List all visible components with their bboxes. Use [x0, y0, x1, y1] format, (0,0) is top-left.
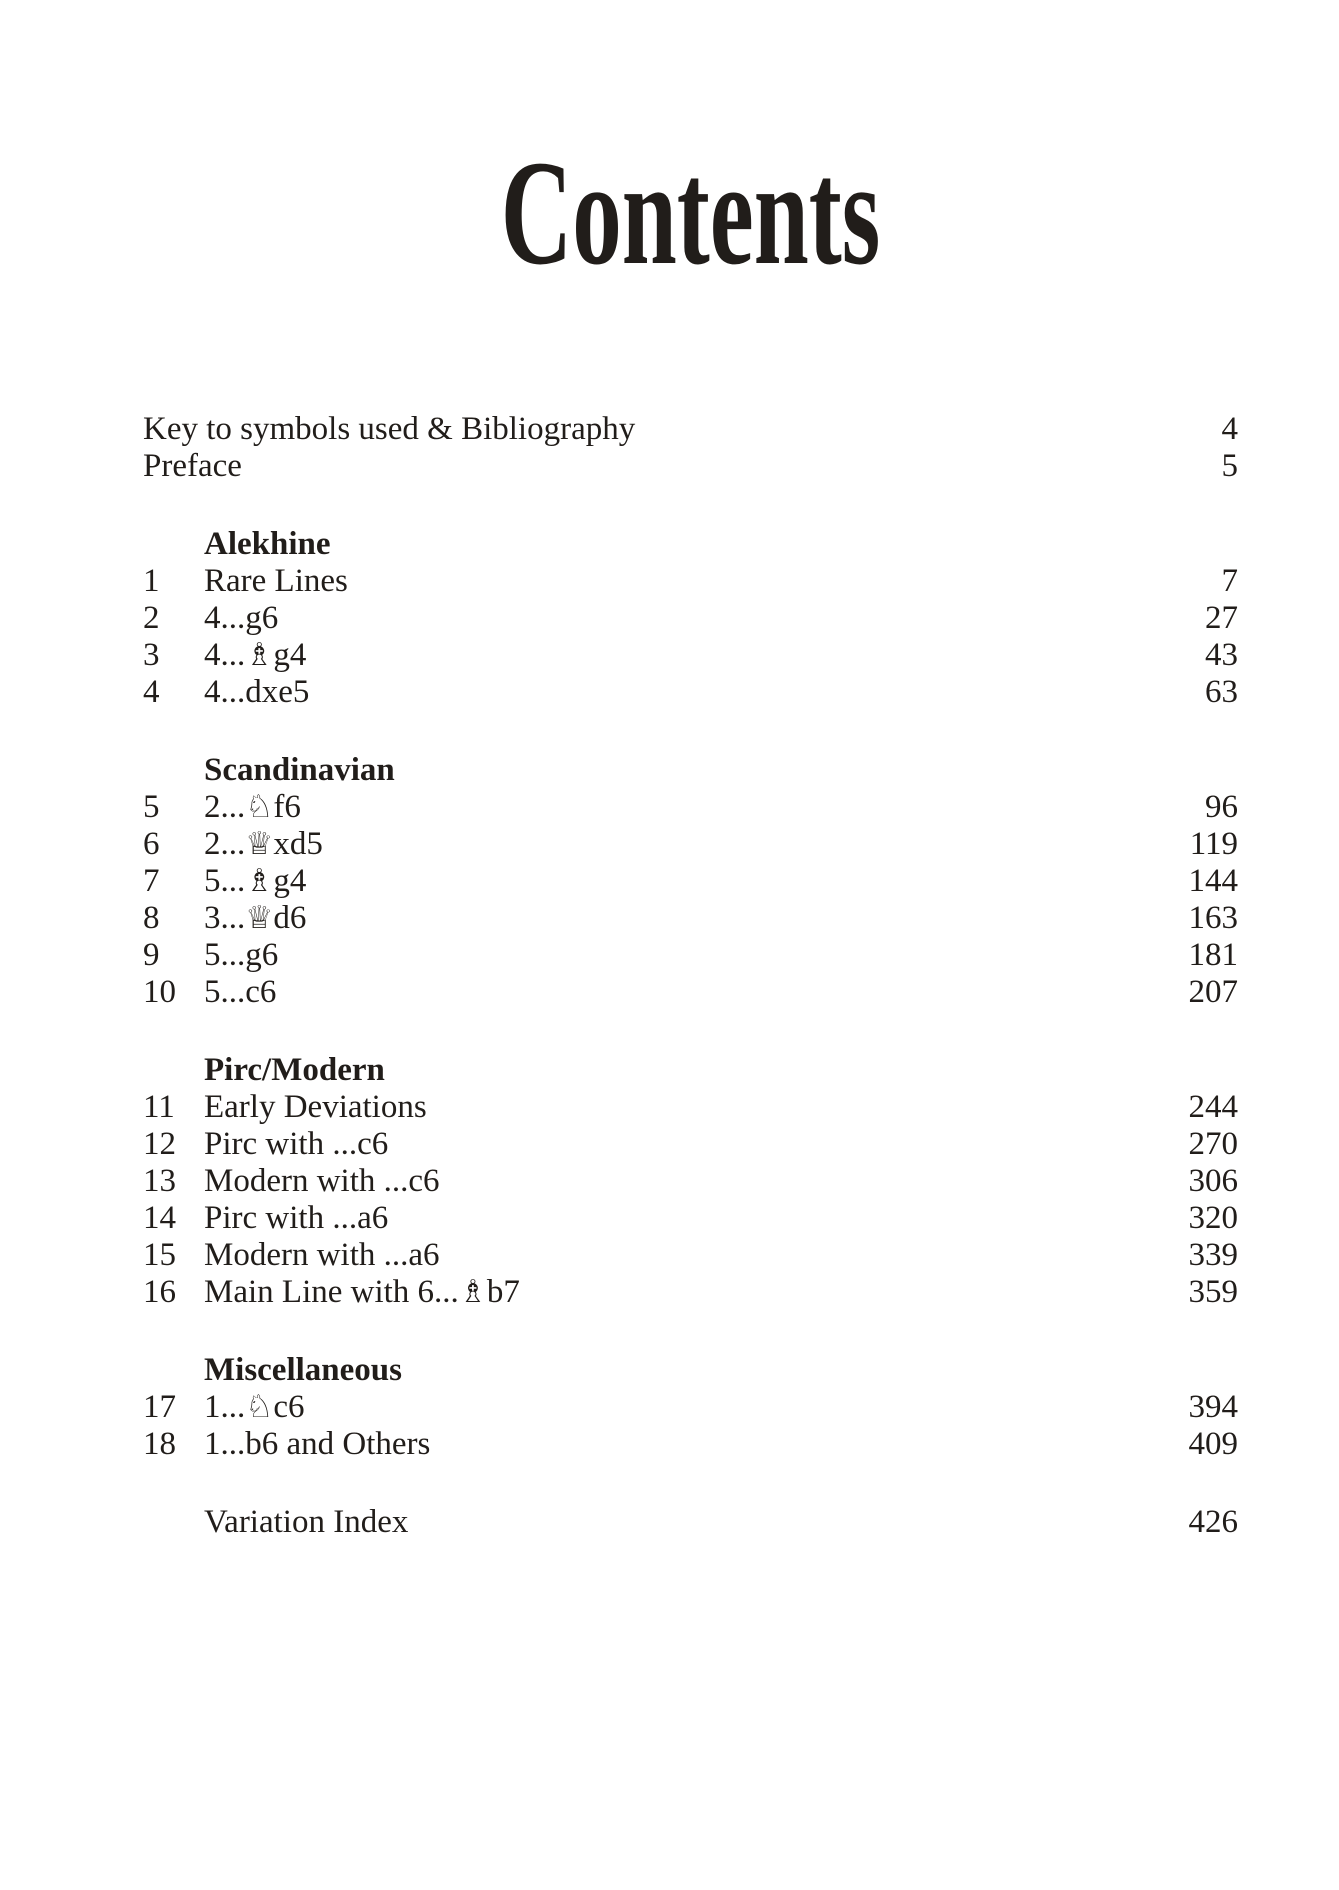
chapter-number: 4: [143, 674, 160, 710]
chapter-title: Pirc with ...c6: [204, 1126, 389, 1162]
toc-row: [143, 937, 1238, 974]
page-number: 306: [1188, 1163, 1238, 1199]
chapter-title: Pirc with ...a6: [204, 1200, 389, 1236]
toc-row: [143, 863, 1238, 900]
toc-row: [143, 826, 1238, 863]
chapter-number: 5: [143, 789, 160, 825]
page-title: [143, 130, 1238, 296]
section-heading-row: [143, 1052, 1238, 1089]
page-number: 244: [1188, 1089, 1238, 1125]
chess-piece-icon: ♗: [458, 1274, 487, 1310]
page-number: 163: [1188, 900, 1238, 936]
chapter-number: 18: [143, 1426, 176, 1462]
page-number: 119: [1189, 826, 1238, 862]
page-title-text: Contents: [500, 130, 881, 296]
section-gap: [143, 1463, 1238, 1504]
toc-row: [143, 1200, 1238, 1237]
section-heading-row: [143, 526, 1238, 563]
chapter-title: 4...♗g4: [204, 637, 307, 673]
entry-label: Key to symbols used & Bibliography: [143, 411, 636, 447]
page-number: 409: [1188, 1426, 1238, 1462]
chapter-number: 9: [143, 937, 160, 973]
chapter-title: 4...g6: [204, 600, 279, 636]
section-gap: [143, 711, 1238, 752]
page-number: 426: [1188, 1504, 1238, 1540]
chapter-title: 1...♘c6: [204, 1389, 305, 1425]
section-gap: [143, 485, 1238, 526]
toc-row: [143, 789, 1238, 826]
page-number: 43: [1205, 637, 1238, 673]
page-number: 270: [1188, 1126, 1238, 1162]
chapter-title: Early Deviations: [204, 1089, 427, 1125]
toc-row: [143, 1126, 1238, 1163]
page-number: 181: [1188, 937, 1238, 973]
toc-row: [143, 974, 1238, 1011]
chapter-title: 5...g6: [204, 937, 279, 973]
toc-row: [143, 1163, 1238, 1200]
entry-label: Preface: [143, 448, 242, 484]
toc-row: [143, 600, 1238, 637]
toc-row: [143, 674, 1238, 711]
chapter-number: 11: [143, 1089, 175, 1125]
chapter-number: 2: [143, 600, 160, 636]
section-heading: Alekhine: [204, 526, 331, 562]
section-heading-row: [143, 1352, 1238, 1389]
chapter-number: 17: [143, 1389, 176, 1425]
page-number: 96: [1205, 789, 1238, 825]
chapter-title: Modern with ...c6: [204, 1163, 440, 1199]
chapter-title: 2...♕xd5: [204, 826, 323, 862]
toc-row: [143, 1389, 1238, 1426]
chapter-title: Modern with ...a6: [204, 1237, 440, 1273]
toc-row: [143, 1426, 1238, 1463]
page-number: 339: [1188, 1237, 1238, 1273]
section-gap: [143, 1011, 1238, 1052]
page-number: 5: [1221, 448, 1238, 484]
page-number: 359: [1188, 1274, 1238, 1310]
entry-label: Variation Index: [204, 1504, 409, 1540]
section-heading: Scandinavian: [204, 752, 395, 788]
toc-row: [143, 411, 1238, 448]
chapter-number: 16: [143, 1274, 176, 1310]
page-number: 4: [1221, 411, 1238, 447]
toc-row: [143, 563, 1238, 600]
chapter-number: 7: [143, 863, 160, 899]
chess-piece-icon: ♕: [245, 900, 274, 936]
section-gap: [143, 1311, 1238, 1352]
chess-piece-icon: ♕: [245, 826, 274, 862]
chapter-title: Rare Lines: [204, 563, 348, 599]
chapter-number: 10: [143, 974, 176, 1010]
toc-row: [143, 448, 1238, 485]
chapter-number: 6: [143, 826, 160, 862]
page-number: 63: [1205, 674, 1238, 710]
section-heading-row: [143, 752, 1238, 789]
chapter-number: 13: [143, 1163, 176, 1199]
chapter-number: 1: [143, 563, 160, 599]
toc-row: [143, 1089, 1238, 1126]
section-heading: Pirc/Modern: [204, 1052, 385, 1088]
chapter-title: 1...b6 and Others: [204, 1426, 431, 1462]
toc-row: [143, 1274, 1238, 1311]
page-number: 207: [1188, 974, 1238, 1010]
chess-piece-icon: ♘: [245, 1389, 274, 1425]
chapter-number: 8: [143, 900, 160, 936]
chapter-number: 12: [143, 1126, 176, 1162]
toc-row: [143, 637, 1238, 674]
chapter-number: 15: [143, 1237, 176, 1273]
chapter-title: 2...♘f6: [204, 789, 301, 825]
chapter-title: Main Line with 6...♗b7: [204, 1274, 520, 1310]
page-number: 144: [1188, 863, 1238, 899]
section-heading: Miscellaneous: [204, 1352, 402, 1388]
chess-piece-icon: ♘: [245, 789, 274, 825]
page-number: 7: [1221, 563, 1238, 599]
toc-row: [143, 900, 1238, 937]
chapter-number: 14: [143, 1200, 176, 1236]
toc-row: [143, 1504, 1238, 1541]
page-number: 320: [1188, 1200, 1238, 1236]
chess-piece-icon: ♗: [245, 637, 274, 673]
page-number: 394: [1188, 1389, 1238, 1425]
chapter-title: 3...♕d6: [204, 900, 307, 936]
table-of-contents: [143, 411, 1238, 1541]
chapter-title: 4...dxe5: [204, 674, 310, 710]
toc-row: [143, 1237, 1238, 1274]
chapter-title: 5...c6: [204, 974, 277, 1010]
chapter-number: 3: [143, 637, 160, 673]
chapter-title: 5...♗g4: [204, 863, 307, 899]
chess-piece-icon: ♗: [245, 863, 274, 899]
page-number: 27: [1205, 600, 1238, 636]
